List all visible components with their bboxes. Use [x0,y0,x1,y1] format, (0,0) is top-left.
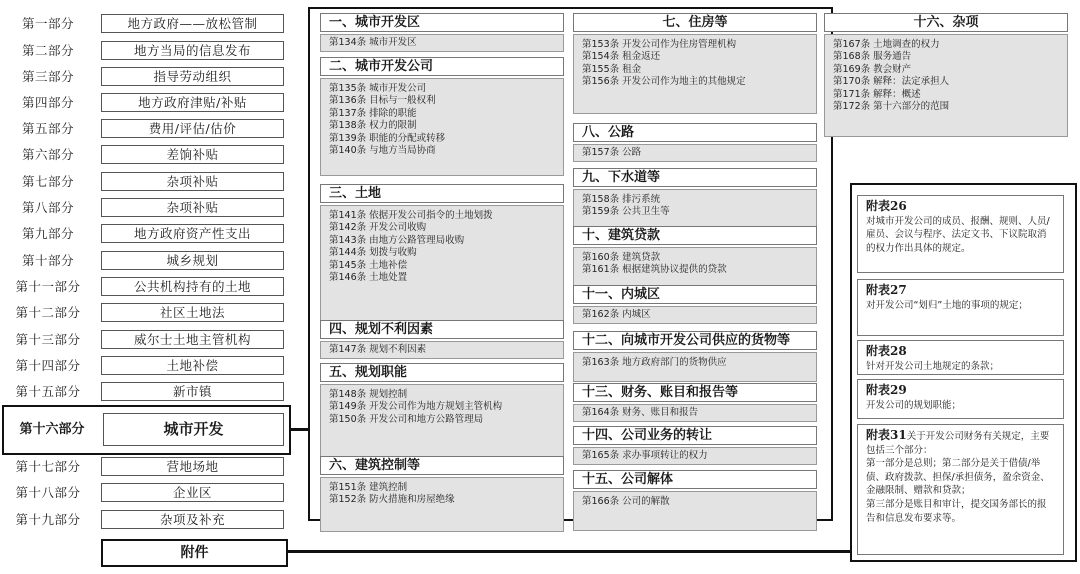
article-item: 第165条 求办事项转让的权力 [582,450,708,461]
article-item: 第169条 教会财产 [833,63,912,75]
part-row[interactable] [0,144,300,166]
part-row[interactable] [0,276,300,298]
part-row[interactable] [0,482,300,504]
part-number: 第九部分 [21,226,74,241]
section-heading[interactable]: 一、城市开发区 [320,13,564,32]
schedule-item[interactable] [857,195,1064,273]
schedule-text: 附表27 对开发公司“划归”土地的事项的规定； [866,283,1028,311]
article-item: 第153条 开发公司作为住房管理机构 [582,39,737,50]
part-row[interactable] [0,171,300,193]
part-number: 第十八部分 [15,485,81,500]
part-title: 城乡规划 [101,251,284,270]
part-title: 土地补偿 [101,356,284,375]
article-item: 第150条 开发公司和地方公路管理局 [329,413,484,425]
article-item: 第152条 防火措施和房屋绝缘 [329,494,455,506]
section-heading[interactable]: 八、公路 [573,123,817,142]
part-number: 第十一部分 [15,279,81,294]
article-item: 第141条 依据开发公司指令的土地划拨 [329,210,493,221]
article-item: 第138条 权力的限制 [329,120,417,132]
part-number: 第十部分 [21,253,74,268]
section-articles [573,144,817,162]
connector-attachment [288,550,852,553]
section-heading[interactable]: 十二、向城市开发公司供应的货物等 [573,331,817,350]
article-item: 第157条 公路 [582,147,642,158]
attachment-box[interactable]: 附件 [101,539,288,567]
part-title: 地方政府津贴/补贴 [101,93,284,112]
article-item: 第164条 财务、账目和报告 [582,407,699,418]
part-number: 第四部分 [21,95,74,110]
article-item: 第149条 开发公司作为地方规划主管机构 [329,401,503,413]
schedule-text: 附表28 针对开发公司土地规定的条款； [866,344,1000,372]
article-item: 第139条 职能的分配或转移 [329,132,446,144]
part-title: 企业区 [101,483,284,502]
part-row[interactable] [0,92,300,114]
section-articles [573,34,817,114]
schedule-title: 附表26 [866,199,907,213]
article-item: 第155条 租金 [582,63,642,75]
schedule-item[interactable] [857,379,1064,419]
article-item: 第137条 排除的职能 [329,107,417,119]
article-item: 第159条 公共卫生等 [582,206,670,218]
part-row[interactable] [0,302,300,324]
part-title: 杂项补贴 [101,198,284,217]
part-number: 第七部分 [21,174,74,189]
section-articles [320,477,564,532]
schedule-text: 附表31关于开发公司财务有关规定，主要包括三个部分： [866,428,1050,456]
part-number: 第十五部分 [15,384,81,399]
article-item: 第162条 内城区 [582,309,651,320]
part-row[interactable] [0,40,300,62]
part-row[interactable] [0,355,300,377]
part-title: 指导劳动组织 [101,67,284,86]
article-item: 第136条 目标与一般权利 [329,95,436,107]
article-item: 第167条 土地调查的权力 [833,39,940,50]
section-heading[interactable]: 十四、公司业务的转让 [573,426,817,445]
part-number: 第二部分 [21,43,74,58]
section-articles [824,34,1068,137]
part-16-highlight[interactable] [2,405,291,455]
section-heading[interactable]: 十三、财务、账目和报告等 [573,383,817,402]
part-title: 社区土地法 [101,303,284,322]
part-number: 第一部分 [21,16,74,31]
part-16-label: 第十六部分 [19,422,85,437]
section-heading[interactable]: 三、土地 [320,184,564,203]
schedule-item[interactable] [857,424,1064,555]
section-articles [320,34,564,52]
part-number: 第八部分 [21,200,74,215]
schedule-line: 第三部分是账目和审计，提交国务部长的报告和信息发布要求等。 [866,498,1047,524]
part-number: 第十三部分 [15,332,81,347]
part-number: 第十四部分 [15,358,81,373]
section-heading[interactable]: 十、建筑贷款 [573,226,817,245]
part-title: 费用/评估/估价 [101,119,284,138]
section-articles [573,404,817,422]
part-number: 第五部分 [21,121,74,136]
section-heading[interactable]: 二、城市开发公司 [320,57,564,76]
section-heading[interactable]: 十一、内城区 [573,285,817,304]
section-heading[interactable]: 十五、公司解体 [573,470,817,489]
section-articles [573,491,817,531]
schedule-text: 附表29 开发公司的规划职能； [866,383,962,411]
article-item: 第151条 建筑控制 [329,482,408,493]
article-item: 第143条 由地方公路管理局收购 [329,234,465,246]
part-title: 地方政府——放松管制 [101,14,284,33]
part-row[interactable] [0,250,300,272]
section-heading[interactable]: 四、规划不利因素 [320,320,564,339]
part-row[interactable] [0,118,300,140]
part-title: 公共机构持有的土地 [101,277,284,296]
article-item: 第148条 规划控制 [329,389,408,400]
schedule-item[interactable] [857,340,1064,375]
part-number: 第六部分 [21,147,74,162]
article-item: 第160条 建筑贷款 [582,252,661,263]
part-row[interactable] [0,329,300,351]
part-title: 威尔士土地主管机构 [101,330,284,349]
part-number: 第三部分 [21,69,74,84]
section-heading[interactable]: 十六、杂项 [824,13,1068,32]
part-number: 第十二部分 [15,305,81,320]
article-item: 第163条 地方政府部门的货物供应 [582,357,727,368]
schedule-line: 第一部分是总则；第二部分是关于借债/举债、政府拨款、担保/承担债务，盈余资金、金融限制、赠款和贷款； [866,458,1050,497]
section-articles [573,447,817,465]
section-articles [573,306,817,324]
part-row[interactable] [0,13,300,35]
article-item: 第135条 城市开发公司 [329,83,427,94]
part-title: 新市镇 [101,382,284,401]
part-row[interactable] [0,456,300,478]
schedule-title: 附表31 [866,428,907,442]
article-item: 第144条 划拨与收购 [329,247,417,259]
schedule-title: 附表28 [866,344,907,358]
article-item: 第146条 土地处置 [329,272,408,284]
part-row[interactable] [0,66,300,88]
part-title: 杂项及补充 [101,510,284,529]
part-row[interactable] [0,223,300,245]
section-articles [320,205,564,332]
article-item: 第172条 第十六部分的范围 [833,101,950,113]
part-number: 第十七部分 [15,459,81,474]
article-item: 第142条 开发公司收购 [329,222,427,234]
part-row[interactable] [0,381,300,403]
article-item: 第168条 服务通告 [833,51,912,63]
article-item: 第154条 租金返还 [582,51,661,63]
schedule-title: 附表27 [866,283,907,297]
part-number: 第十九部分 [15,512,81,527]
schedule-title: 附表29 [866,383,907,397]
connector-part16 [291,428,309,431]
section-articles [320,341,564,359]
part-title: 地方当局的信息发布 [101,41,284,60]
part-16-title: 城市开发 [103,413,284,446]
article-item: 第161条 根据建筑协议提供的贷款 [582,264,727,276]
article-item: 第166条 公司的解散 [582,496,670,507]
section-heading[interactable]: 六、建筑控制等 [320,456,564,475]
article-item: 第147条 规划不利因素 [329,344,427,355]
section-articles [573,352,817,382]
section-heading[interactable]: 五、规划职能 [320,363,564,382]
article-item: 第158条 排污系统 [582,194,661,205]
section-articles [320,78,564,176]
part-title: 营地场地 [101,457,284,476]
section-heading[interactable]: 七、住房等 [573,13,817,32]
part-row[interactable] [0,197,300,219]
part-title: 地方政府资产性支出 [101,224,284,243]
article-item: 第170条 解释：法定承担人 [833,76,950,88]
article-item: 第140条 与地方当局协商 [329,145,436,157]
article-item: 第145条 土地补偿 [329,259,408,271]
article-item: 第156条 开发公司作为地主的其他规定 [582,76,746,88]
part-title: 差饷补贴 [101,145,284,164]
part-title: 杂项补贴 [101,172,284,191]
section-heading[interactable]: 九、下水道等 [573,168,817,187]
article-item: 第171条 解释：概述 [833,88,921,100]
article-item: 第134条 城市开发区 [329,37,417,48]
schedule-item[interactable] [857,279,1064,336]
part-row[interactable] [0,509,300,531]
schedule-text: 附表26 对城市开发公司的成员、报酬、规则、人员/雇员、会议与程序、法定文书、下议院取消的权力作出具体的规定。 [866,199,1050,254]
